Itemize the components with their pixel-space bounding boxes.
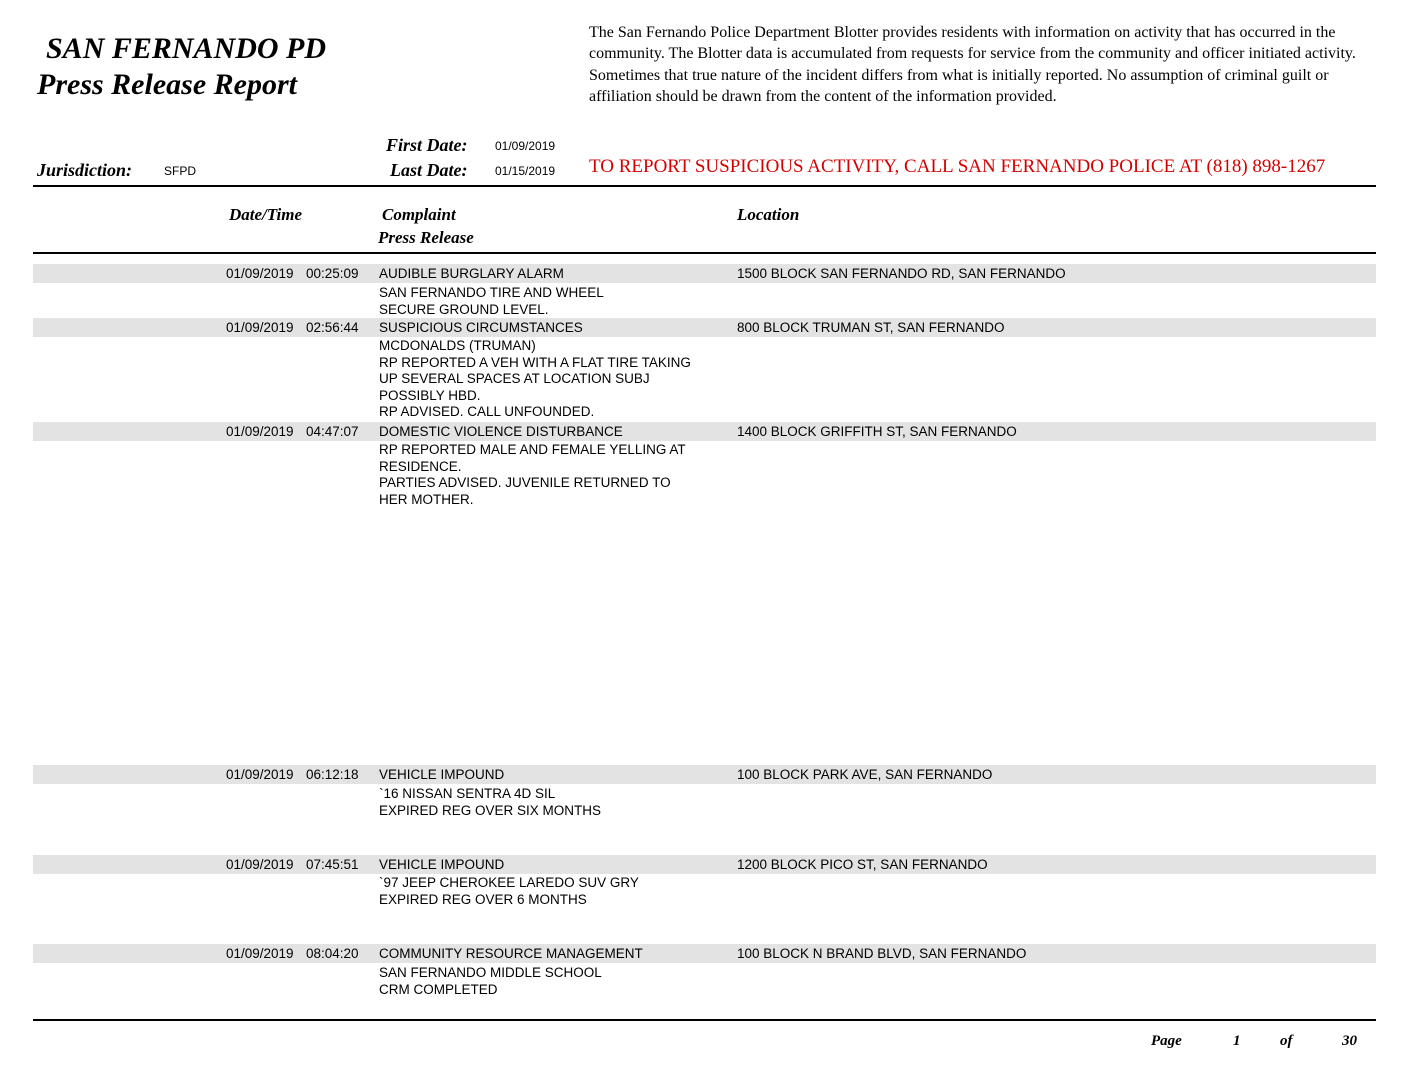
suspicious-activity-alert: TO REPORT SUSPICIOUS ACTIVITY, CALL SAN FERNANDO POLICE AT (818) 898-1267: [589, 156, 1326, 177]
incident-complaint: VEHICLE IMPOUND: [379, 767, 505, 782]
incident-press-release: RP REPORTED MALE AND FEMALE YELLING AT RESIDENCE. PARTIES ADVISED. JUVENILE RETURNED TO HER MOTHER.: [379, 442, 686, 507]
incident-press-release: MCDONALDS (TRUMAN) RP REPORTED A VEH WITH A FLAT TIRE TAKING UP SEVERAL SPACES AT LOCATION SUBJ POSSIBLY HBD. RP ADVISED. CALL UNFOUNDED.: [379, 338, 691, 419]
incident-press-release: SAN FERNANDO TIRE AND WHEEL SECURE GROUND LEVEL.: [379, 285, 604, 317]
of-label: of: [1280, 1033, 1293, 1049]
jurisdiction-label: Jurisdiction:: [37, 160, 133, 180]
incident-complaint: DOMESTIC VIOLENCE DISTURBANCE: [379, 424, 623, 439]
jurisdiction-value: SFPD: [164, 164, 197, 178]
incident-location: 100 BLOCK N BRAND BLVD, SAN FERNANDO: [737, 946, 1027, 961]
incident-time: 08:04:20: [306, 946, 359, 961]
incident-complaint: COMMUNITY RESOURCE MANAGEMENT: [379, 946, 643, 961]
last-date-label: Last Date:: [390, 160, 468, 180]
incident-location: 1500 BLOCK SAN FERNANDO RD, SAN FERNANDO: [737, 266, 1066, 281]
agency-name: SAN FERNANDO PD: [46, 32, 327, 65]
blotter-intro: The San Fernando Police Department Blotter provides residents with information on activity that has occurred in the community. The Blotter data is accumulated from requests for service from the community and officer initiated activity. Sometimes that true nature of the incident differs from what is initially reported. No assumption of criminal guilt or affiliation should be drawn from the content of the information provided.: [589, 24, 1356, 106]
header-rule: [33, 185, 1376, 187]
first-date-value: 01/09/2019: [495, 139, 556, 153]
incident-time: 06:12:18: [306, 767, 359, 782]
footer-rule: [33, 1019, 1376, 1021]
first-date-label: First Date:: [386, 135, 468, 155]
report-title: Press Release Report: [37, 68, 297, 101]
incident-time: 02:56:44: [306, 320, 359, 335]
incident-location: 1200 BLOCK PICO ST, SAN FERNANDO: [737, 857, 988, 872]
column-header-rule: [33, 252, 1376, 254]
column-header-press-release: Press Release: [378, 228, 474, 247]
column-header-location: Location: [737, 205, 800, 224]
incident-location: 100 BLOCK PARK AVE, SAN FERNANDO: [737, 767, 993, 782]
incident-press-release: `16 NISSAN SENTRA 4D SIL EXPIRED REG OVER SIX MONTHS: [379, 786, 602, 818]
incident-date: 01/09/2019: [226, 857, 294, 872]
incident-press-release: `97 JEEP CHEROKEE LAREDO SUV GRY EXPIRED REG OVER 6 MONTHS: [379, 875, 639, 907]
column-header-complaint: Complaint: [382, 205, 456, 224]
incident-date: 01/09/2019: [226, 767, 294, 782]
page-number: 1: [1233, 1033, 1241, 1049]
incident-date: 01/09/2019: [226, 946, 294, 961]
incident-complaint: VEHICLE IMPOUND: [379, 857, 505, 872]
incident-time: 07:45:51: [306, 857, 359, 872]
incident-time: 00:25:09: [306, 266, 359, 281]
incident-press-release: SAN FERNANDO MIDDLE SCHOOL CRM COMPLETED: [379, 965, 602, 997]
incident-location: 1400 BLOCK GRIFFITH ST, SAN FERNANDO: [737, 424, 1017, 439]
incident-date: 01/09/2019: [226, 266, 294, 281]
incident-complaint: SUSPICIOUS CIRCUMSTANCES: [379, 320, 583, 335]
total-pages: 30: [1342, 1033, 1357, 1049]
incident-date: 01/09/2019: [226, 320, 294, 335]
page-label: Page: [1151, 1033, 1182, 1049]
column-header-datetime: Date/Time: [229, 205, 303, 224]
incident-time: 04:47:07: [306, 424, 359, 439]
incident-date: 01/09/2019: [226, 424, 294, 439]
incident-complaint: AUDIBLE BURGLARY ALARM: [379, 266, 564, 281]
incident-location: 800 BLOCK TRUMAN ST, SAN FERNANDO: [737, 320, 1005, 335]
last-date-value: 01/15/2019: [495, 164, 556, 178]
